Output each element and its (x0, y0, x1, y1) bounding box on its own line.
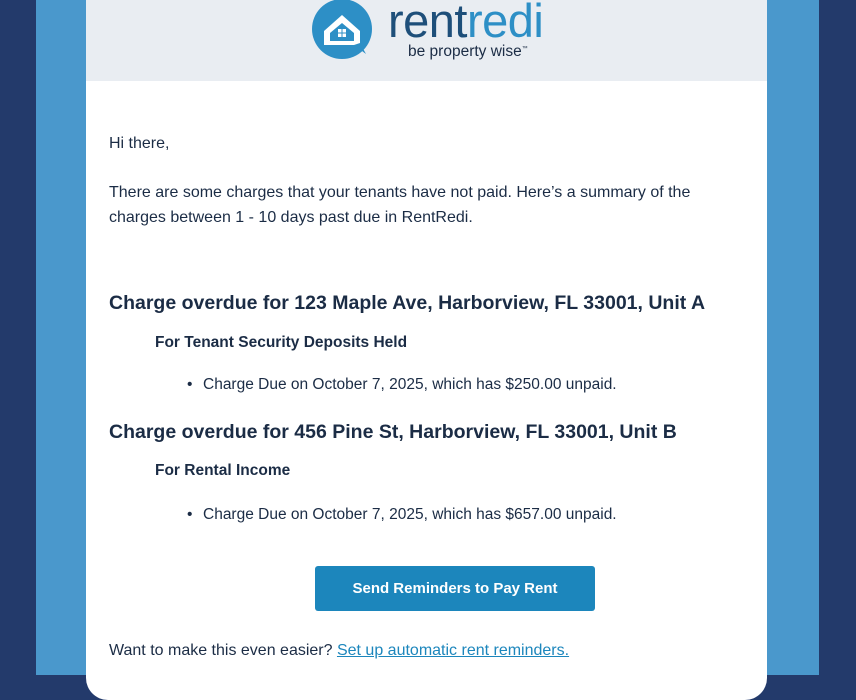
logo-wordmark-accent: redi (467, 0, 544, 47)
logo-wordmark-main: rent (388, 0, 467, 47)
greeting: Hi there, (109, 135, 170, 152)
footer-text: Want to make this even easier? (109, 642, 333, 659)
charge-item-2 (187, 506, 617, 524)
property-heading-1: Charge overdue for 123 Maple Ave, Harborview, FL 33001, Unit A (109, 292, 706, 314)
email-card (86, 0, 767, 700)
logo-tagline (408, 43, 528, 61)
property-heading-2: Charge overdue for 456 Pine St, Harborview, FL 33001, Unit B (109, 421, 677, 443)
charge-item-1 (187, 376, 617, 394)
trademark-mark: ™ (521, 45, 528, 52)
intro-paragraph: There are some charges that your tenants have not paid. Here’s a summary of the charges between 1 - 10 days past due in RentRedi. (109, 184, 691, 226)
automatic-reminders-link[interactable]: Set up automatic rent reminders. (336, 642, 570, 659)
email-header (86, 0, 767, 81)
bullet-icon: • (187, 506, 193, 523)
charge-category-1: For Tenant Security Deposits Held (155, 334, 408, 351)
logo-wordmark (388, 0, 543, 48)
bullet-icon: • (187, 376, 193, 393)
charge-item-text: Charge Due on October 7, 2025, which has $657.00 unpaid. (203, 506, 617, 523)
send-reminders-button[interactable]: Send Reminders to Pay Rent (315, 566, 595, 611)
charge-category-2: For Rental Income (155, 462, 291, 479)
charge-item-text: Charge Due on October 7, 2025, which has $250.00 unpaid. (203, 376, 617, 393)
house-speech-bubble-icon (310, 0, 376, 60)
logo-tagline-text: be property wise (408, 43, 522, 60)
footer-line (109, 642, 569, 660)
rentredi-logo[interactable] (310, 0, 560, 60)
